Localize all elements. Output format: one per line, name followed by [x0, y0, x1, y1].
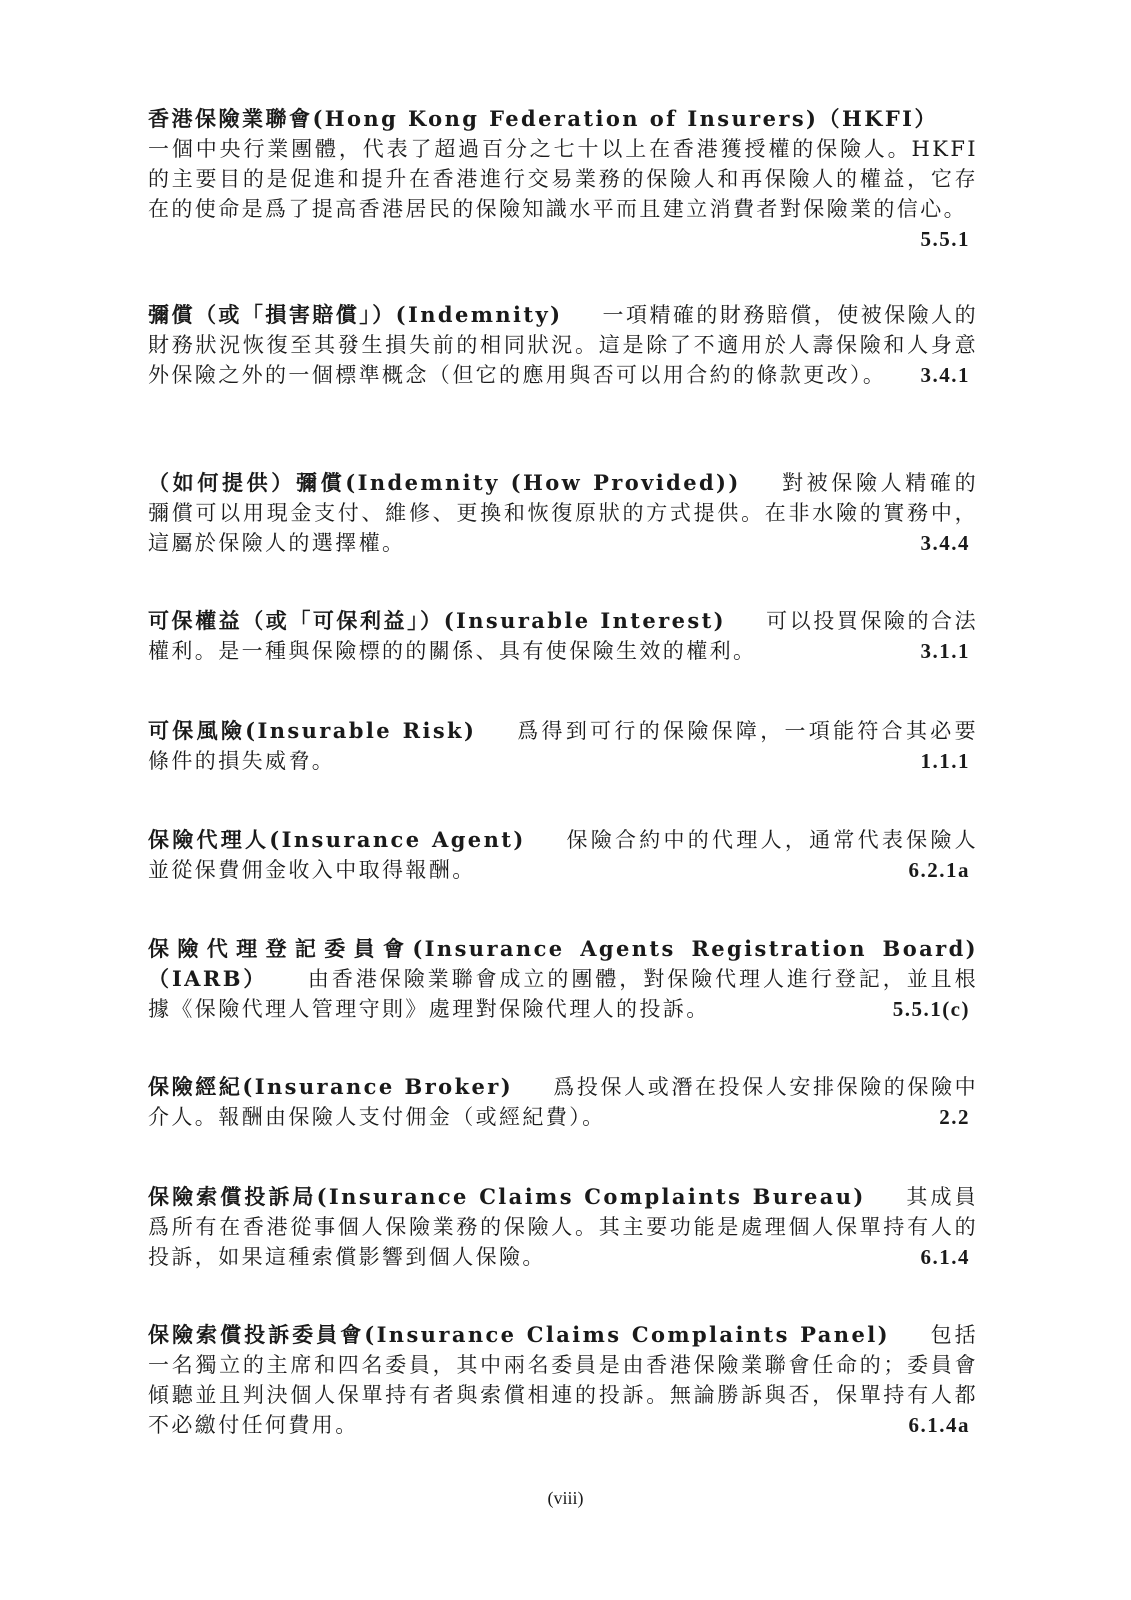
entry-definition: 對被保險人精確的彌償可以用現金支付、維修、更換和恢復原狀的方式提供。在非水險的實務中，這屬於保險人的選擇權。 — [148, 471, 978, 555]
entry-definition: 一個中央行業團體，代表了超過百分之七十以上在香港獲授權的保險人。HKFI 的主要目的是促進和提升在香港進行交易業務的保險人和再保險人的權益，它存在的使命是爲了提高香港居民的保險知識水平而且建立消費者對保險業的信心。 — [148, 137, 978, 221]
entry-definition: 其成員爲所有在香港從事個人保險業務的保險人。其主要功能是處理個人保單持有人的投訴，如果這種索償影響到個人保險。 — [148, 1185, 979, 1269]
entry-term: （如何提供）彌償(Indemnity (How Provided)) — [148, 470, 741, 495]
entry-term: 保險經紀(Insurance Broker) — [148, 1074, 514, 1099]
section-reference: 6.1.4 — [920, 1245, 970, 1269]
entry-term: 香港保險業聯會(Hong Kong Federation of Insurers)（HKFI） — [148, 106, 938, 131]
section-reference: 6.2.1a — [908, 858, 970, 882]
entry-term: 保險索償投訴局(Insurance Claims Complaints Bureau) — [148, 1184, 866, 1209]
section-reference: 3.4.1 — [920, 363, 970, 387]
entry-term: 保險代理登記委員會(Insurance Agents Registration Board)（IARB） — [148, 936, 978, 991]
entry-definition: 保險合約中的代理人，通常代表保險人並從保費佣金收入中取得報酬。 — [148, 828, 978, 882]
glossary-entry-insurable-interest — [148, 606, 978, 666]
section-reference: 3.4.4 — [920, 531, 970, 555]
glossary-entry-indemnity-how-provided — [148, 468, 978, 558]
section-reference: 2.2 — [939, 1105, 970, 1129]
glossary-entry-indemnity — [148, 300, 978, 390]
section-reference: 5.5.1 — [920, 227, 970, 251]
entry-term: 彌償（或「損害賠償」）(Indemnity) — [148, 302, 563, 327]
glossary-entry-iarb — [148, 934, 978, 1024]
page-number: (viii) — [547, 1488, 584, 1508]
entry-term: 可保權益（或「可保利益」）(Insurable Interest) — [148, 608, 727, 633]
section-reference: 1.1.1 — [920, 749, 970, 773]
entry-term: 保險索償投訴委員會(Insurance Claims Complaints Panel) — [148, 1322, 890, 1347]
glossary-entry-claims-complaints-bureau — [148, 1182, 978, 1272]
entry-term: 保險代理人(Insurance Agent) — [148, 827, 526, 852]
glossary-entry-hkfi — [148, 104, 978, 254]
entry-term: 可保風險(Insurable Risk) — [148, 718, 477, 743]
entry-definition: 爲得到可行的保險保障，一項能符合其必要條件的損失威脅。 — [148, 719, 978, 773]
section-reference: 3.1.1 — [920, 639, 970, 663]
glossary-entry-insurance-broker — [148, 1072, 978, 1132]
section-reference: 5.5.1(c) — [892, 997, 970, 1021]
glossary-entry-insurance-agent — [148, 825, 978, 885]
glossary-entry-insurable-risk — [148, 716, 978, 776]
entry-definition: 爲投保人或潛在投保人安排保險的保險中介人。報酬由保險人支付佣金（或經紀費）。 — [148, 1075, 979, 1129]
glossary-entry-claims-complaints-panel — [148, 1320, 978, 1440]
section-reference: 6.1.4a — [908, 1413, 970, 1437]
entry-definition: 包括一名獨立的主席和四名委員，其中兩名委員是由香港保險業聯會任命的；委員會傾聽並且判決個人保單持有者與索償相連的投訴。無論勝訴與否，保單持有人都不必繳付任何費用。 — [148, 1323, 978, 1437]
entry-definition: 由香港保險業聯會成立的團體，對保險代理人進行登記，並且根據《保險代理人管理守則》處理對保險代理人的投訴。 — [148, 967, 978, 1021]
entry-definition: 一項精確的財務賠償，使被保險人的財務狀況恢復至其發生損失前的相同狀況。這是除了不適用於人壽保險和人身意外保險之外的一個標準概念（但它的應用與否可以用合約的條款更改）。 — [148, 303, 978, 387]
entry-definition: 可以投買保險的合法權利。是一種與保險標的的關係、具有使保險生效的權利。 — [148, 609, 978, 663]
